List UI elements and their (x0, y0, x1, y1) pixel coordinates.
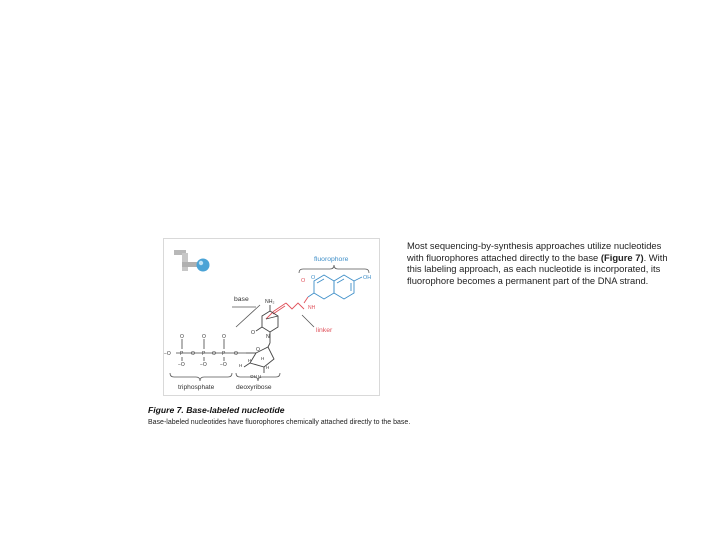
triphosphate-atoms (164, 334, 238, 368)
h-atom-3: H (239, 363, 243, 368)
paragraph-part1: Most sequencing-by-synthesis approaches utilize nucleotides with fluorophores attached directly to the base (407, 240, 662, 263)
description-paragraph (407, 240, 677, 286)
triphosphate-label: triphosphate (178, 384, 215, 391)
svg-text:−O: −O (164, 351, 171, 357)
triphosphate-bonds (176, 339, 246, 361)
svg-text:O: O (222, 334, 226, 340)
linker-label: linker (316, 327, 333, 334)
amide-nh: NH (308, 305, 316, 311)
figure-caption-text: Base-labeled nucleotides have fluorophores chemically attached directly to the base. (148, 419, 411, 426)
h-atom-1: H (248, 358, 252, 363)
linker-bracket (302, 315, 314, 327)
nucleotide-structure-svg (164, 239, 379, 395)
svg-text:O: O (234, 351, 238, 357)
svg-text:O: O (180, 334, 184, 340)
fluorophore-rings (308, 275, 362, 299)
fluorophore-oxygen: O (301, 278, 306, 284)
h-atom-5: H (258, 374, 262, 379)
svg-text:−O: −O (178, 362, 185, 368)
fluorophore-bracket (299, 265, 369, 273)
deoxyribose-label: deoxyribose (236, 384, 272, 391)
amine-nh2: NH₂ (265, 299, 275, 305)
svg-text:P: P (180, 351, 184, 357)
attached-dye-icon (174, 250, 210, 272)
base-bracket (236, 305, 260, 327)
glycosidic-nitrogen: N (266, 334, 270, 340)
base-label: base (234, 296, 249, 303)
svg-text:−O: −O (200, 362, 207, 368)
triphosphate-bracket (170, 373, 232, 381)
svg-text:P: P (222, 351, 226, 357)
carbonyl-oxygen: O (251, 330, 256, 336)
svg-text:O: O (212, 351, 216, 357)
h-atom-2: H (261, 356, 265, 361)
fluorophore-oh: OH (363, 275, 372, 281)
ring-oxygen-sugar: O (256, 347, 260, 353)
svg-text:P: P (202, 351, 206, 357)
linker-chain (266, 303, 304, 319)
figure-caption-title: Figure 7. Base-labeled nucleotide (148, 405, 285, 415)
ring-oxygen: O (311, 275, 316, 281)
svg-text:O: O (202, 334, 206, 340)
paragraph-part2: . With this labeling approach, as each nucleotide is incorporated, its fluorophore becomes a permanent part of the DNA strand. (407, 251, 668, 286)
sugar-oh: OH (250, 374, 257, 379)
figure-reference: (Figure 7) (600, 251, 644, 263)
figure-7-diagram (163, 238, 380, 396)
fluorophore-label: fluorophore (314, 256, 349, 263)
svg-text:O: O (191, 351, 195, 357)
svg-text:−O: −O (220, 362, 227, 368)
h-atom-4: H (266, 365, 270, 370)
